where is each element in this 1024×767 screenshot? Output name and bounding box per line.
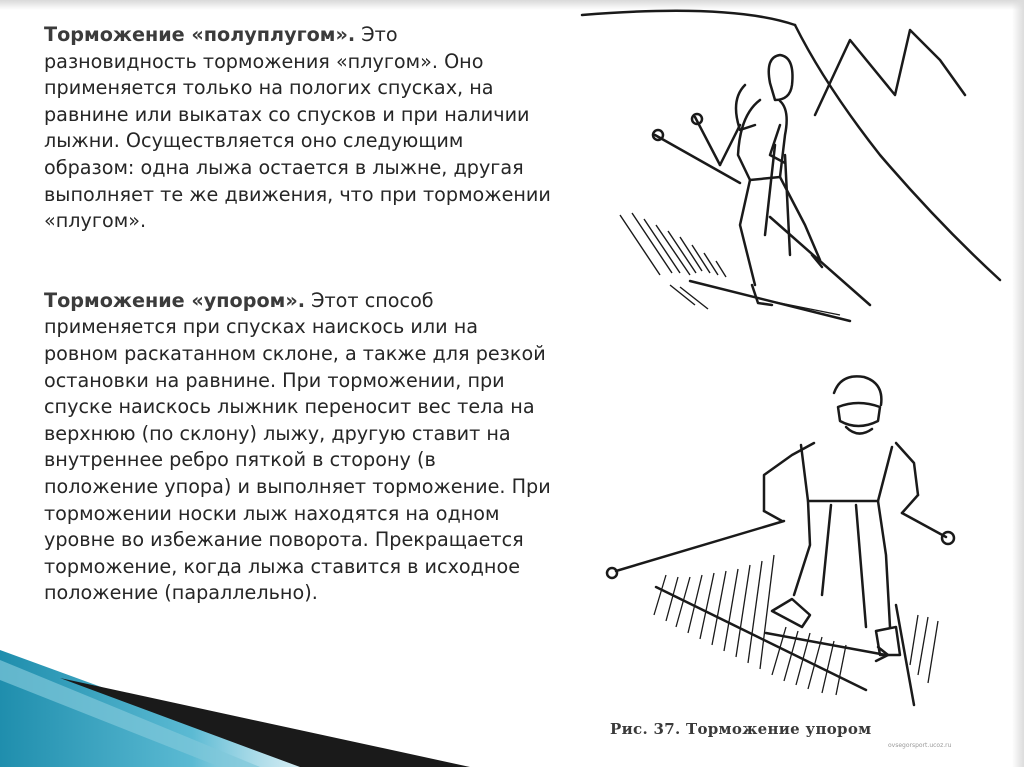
text-column <box>44 22 556 607</box>
paragraph-body: Это разновидность торможения «плугом». Оно применяется только на пологих спусках, на равнине или выкатах со спусков и при наличии лыжни. Осуществляется оно следующим образом: одна лыжа остается в лыжне, другая выполняет те же движения, что при торможении «плугом». <box>44 23 551 233</box>
stem-brake-skier-illustration <box>596 365 1006 710</box>
figure-caption: Рис. 37. Торможение упором <box>610 720 872 738</box>
paragraph-heading: Торможение «упором». <box>44 288 305 312</box>
slide-right-shadow <box>1012 0 1024 767</box>
watermark: ovsegorsport.ucoz.ru <box>888 742 952 749</box>
decorative-ribbons <box>0 640 470 767</box>
paragraph-half-plow <box>44 22 556 235</box>
paragraph-body: Этот способ применяется при спусках наискось или на ровном раскатанном склоне, а также для резкой остановки на равнине. При торможении, при спуске наискось лыжник переносит вес тела на верхнюю (по склону) лыжу, другую ставит на внутреннее ребро пяткой в сторону (в положение упора) и выполняет торможение. При торможении носки лыж находятся на одном уровне во избежание поворота. Прекращается торможение, когда лыжа ставится в исходное положение (параллельно). <box>44 288 551 605</box>
paragraph-stop-brake <box>44 288 556 607</box>
half-plow-skier-illustration <box>580 5 1010 335</box>
paragraph-heading: Торможение «полуплугом». <box>44 23 356 46</box>
